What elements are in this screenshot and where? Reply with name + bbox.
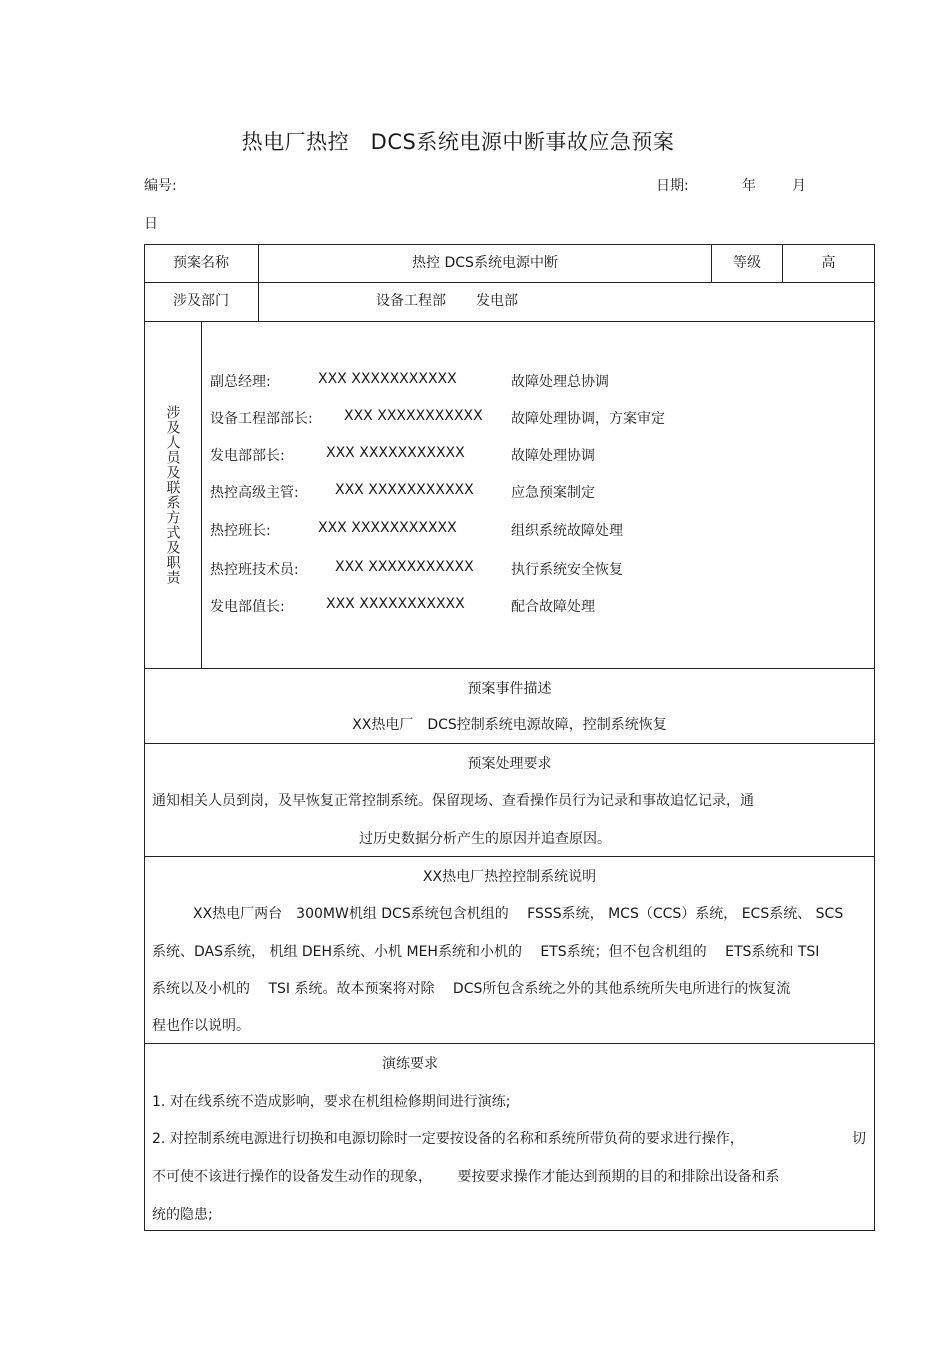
personnel-duty: 故障处理协调，方案审定 bbox=[511, 411, 665, 427]
number-label: 编号: bbox=[144, 178, 177, 194]
handling-line: 通知相关人员到岗，及早恢复正常控制系统。保留现场、查看操作员行为记录和事故追忆记录，通 bbox=[152, 793, 754, 809]
system-heading: XX热电厂热控控制系统说明 bbox=[422, 869, 597, 885]
date-label: 日期: bbox=[656, 178, 689, 194]
personnel-duty: 应急预案制定 bbox=[511, 485, 595, 501]
personnel-role: 副总经理: bbox=[210, 374, 271, 390]
row-divider bbox=[144, 743, 875, 744]
personnel-duty: 组织系统故障处理 bbox=[511, 523, 623, 539]
system-line: 程也作以说明。 bbox=[152, 1018, 250, 1034]
personnel-role: 发电部部长: bbox=[210, 448, 285, 464]
handling-line: 过历史数据分析产生的原因并追查原因。 bbox=[359, 831, 611, 847]
department-item: 发电部 bbox=[476, 293, 518, 309]
row-divider bbox=[144, 1043, 875, 1044]
personnel-label: 涉及人员及联系方式及职责 bbox=[164, 404, 181, 585]
row-divider bbox=[144, 282, 875, 283]
handling-heading: 预案处理要求 bbox=[467, 756, 552, 772]
personnel-role: 热控高级主管: bbox=[210, 485, 299, 501]
personnel-duty: 故障处理总协调 bbox=[511, 374, 609, 390]
system-line: XX热电厂两台 300MW机组 DCS系统包含机组的 FSSS系统， MCS（CCS）系统， ECS系统、 SCS bbox=[193, 906, 844, 922]
col-divider bbox=[201, 321, 202, 668]
level-label: 等级 bbox=[733, 255, 761, 271]
personnel-contact: XXX XXXXXXXXXXX bbox=[318, 371, 457, 387]
level-value: 高 bbox=[821, 255, 836, 271]
system-line: 系统以及小机的 TSI 系统。故本预案将对除 DCS所包含系统之外的其他系统所失电所进行的恢复流 bbox=[152, 981, 791, 997]
year-label: 年 bbox=[742, 178, 756, 194]
personnel-contact: XXX XXXXXXXXXXX bbox=[335, 559, 474, 575]
drill-line: 切 bbox=[852, 1131, 866, 1147]
day-label: 日 bbox=[144, 216, 158, 232]
drill-heading: 演练要求 bbox=[382, 1056, 438, 1072]
drill-line: 1. 对在线系统不造成影响，要求在机组检修期间进行演练; bbox=[152, 1094, 511, 1110]
drill-line: 2. 对控制系统电源进行切换和电源切除时一定要按设备的名称和系统所带负荷的要求进行操作， bbox=[152, 1131, 744, 1147]
personnel-role: 发电部值长: bbox=[210, 599, 285, 615]
departments-label: 涉及部门 bbox=[173, 293, 229, 309]
table-border-right bbox=[874, 244, 875, 1231]
plan-name-label: 预案名称 bbox=[173, 255, 229, 271]
drill-line: 统的隐患; bbox=[152, 1207, 213, 1223]
row-divider bbox=[144, 856, 875, 857]
emergency-plan-table bbox=[144, 244, 875, 1231]
page-title: 热电厂热控 DCS系统电源中断事故应急预案 bbox=[241, 130, 675, 154]
row-divider bbox=[144, 668, 875, 669]
month-label: 月 bbox=[792, 178, 806, 194]
plan-name-value: 热控 DCS系统电源中断 bbox=[412, 255, 558, 271]
personnel-contact: XXX XXXXXXXXXXX bbox=[326, 596, 465, 612]
personnel-duty: 故障处理协调 bbox=[511, 448, 595, 464]
drill-line: 不可使不该进行操作的设备发生动作的现象， 要按要求操作才能达到预期的目的和排除出设备和系 bbox=[152, 1169, 780, 1185]
personnel-contact: XXX XXXXXXXXXXX bbox=[344, 408, 483, 424]
personnel-role: 设备工程部部长: bbox=[210, 411, 313, 427]
system-line: 系统、DAS系统， 机组 DEH系统、小机 MEH系统和小机的 ETS系统；但不包含机组的 ETS系统和 TSI bbox=[152, 944, 820, 960]
personnel-duty: 执行系统安全恢复 bbox=[511, 562, 623, 578]
table-border-top bbox=[144, 244, 875, 245]
personnel-duty: 配合故障处理 bbox=[511, 599, 595, 615]
table-border-bottom bbox=[144, 1230, 875, 1231]
personnel-role: 热控班技术员: bbox=[210, 562, 299, 578]
department-item: 设备工程部 bbox=[376, 293, 446, 309]
personnel-contact: XXX XXXXXXXXXXX bbox=[326, 445, 465, 461]
personnel-contact: XXX XXXXXXXXXXX bbox=[335, 482, 474, 498]
personnel-contact: XXX XXXXXXXXXXX bbox=[318, 520, 457, 536]
row-divider bbox=[144, 321, 875, 322]
event-text: XX热电厂 DCS控制系统电源故障，控制系统恢复 bbox=[352, 717, 667, 733]
personnel-role: 热控班长: bbox=[210, 523, 271, 539]
event-heading: 预案事件描述 bbox=[467, 681, 552, 697]
